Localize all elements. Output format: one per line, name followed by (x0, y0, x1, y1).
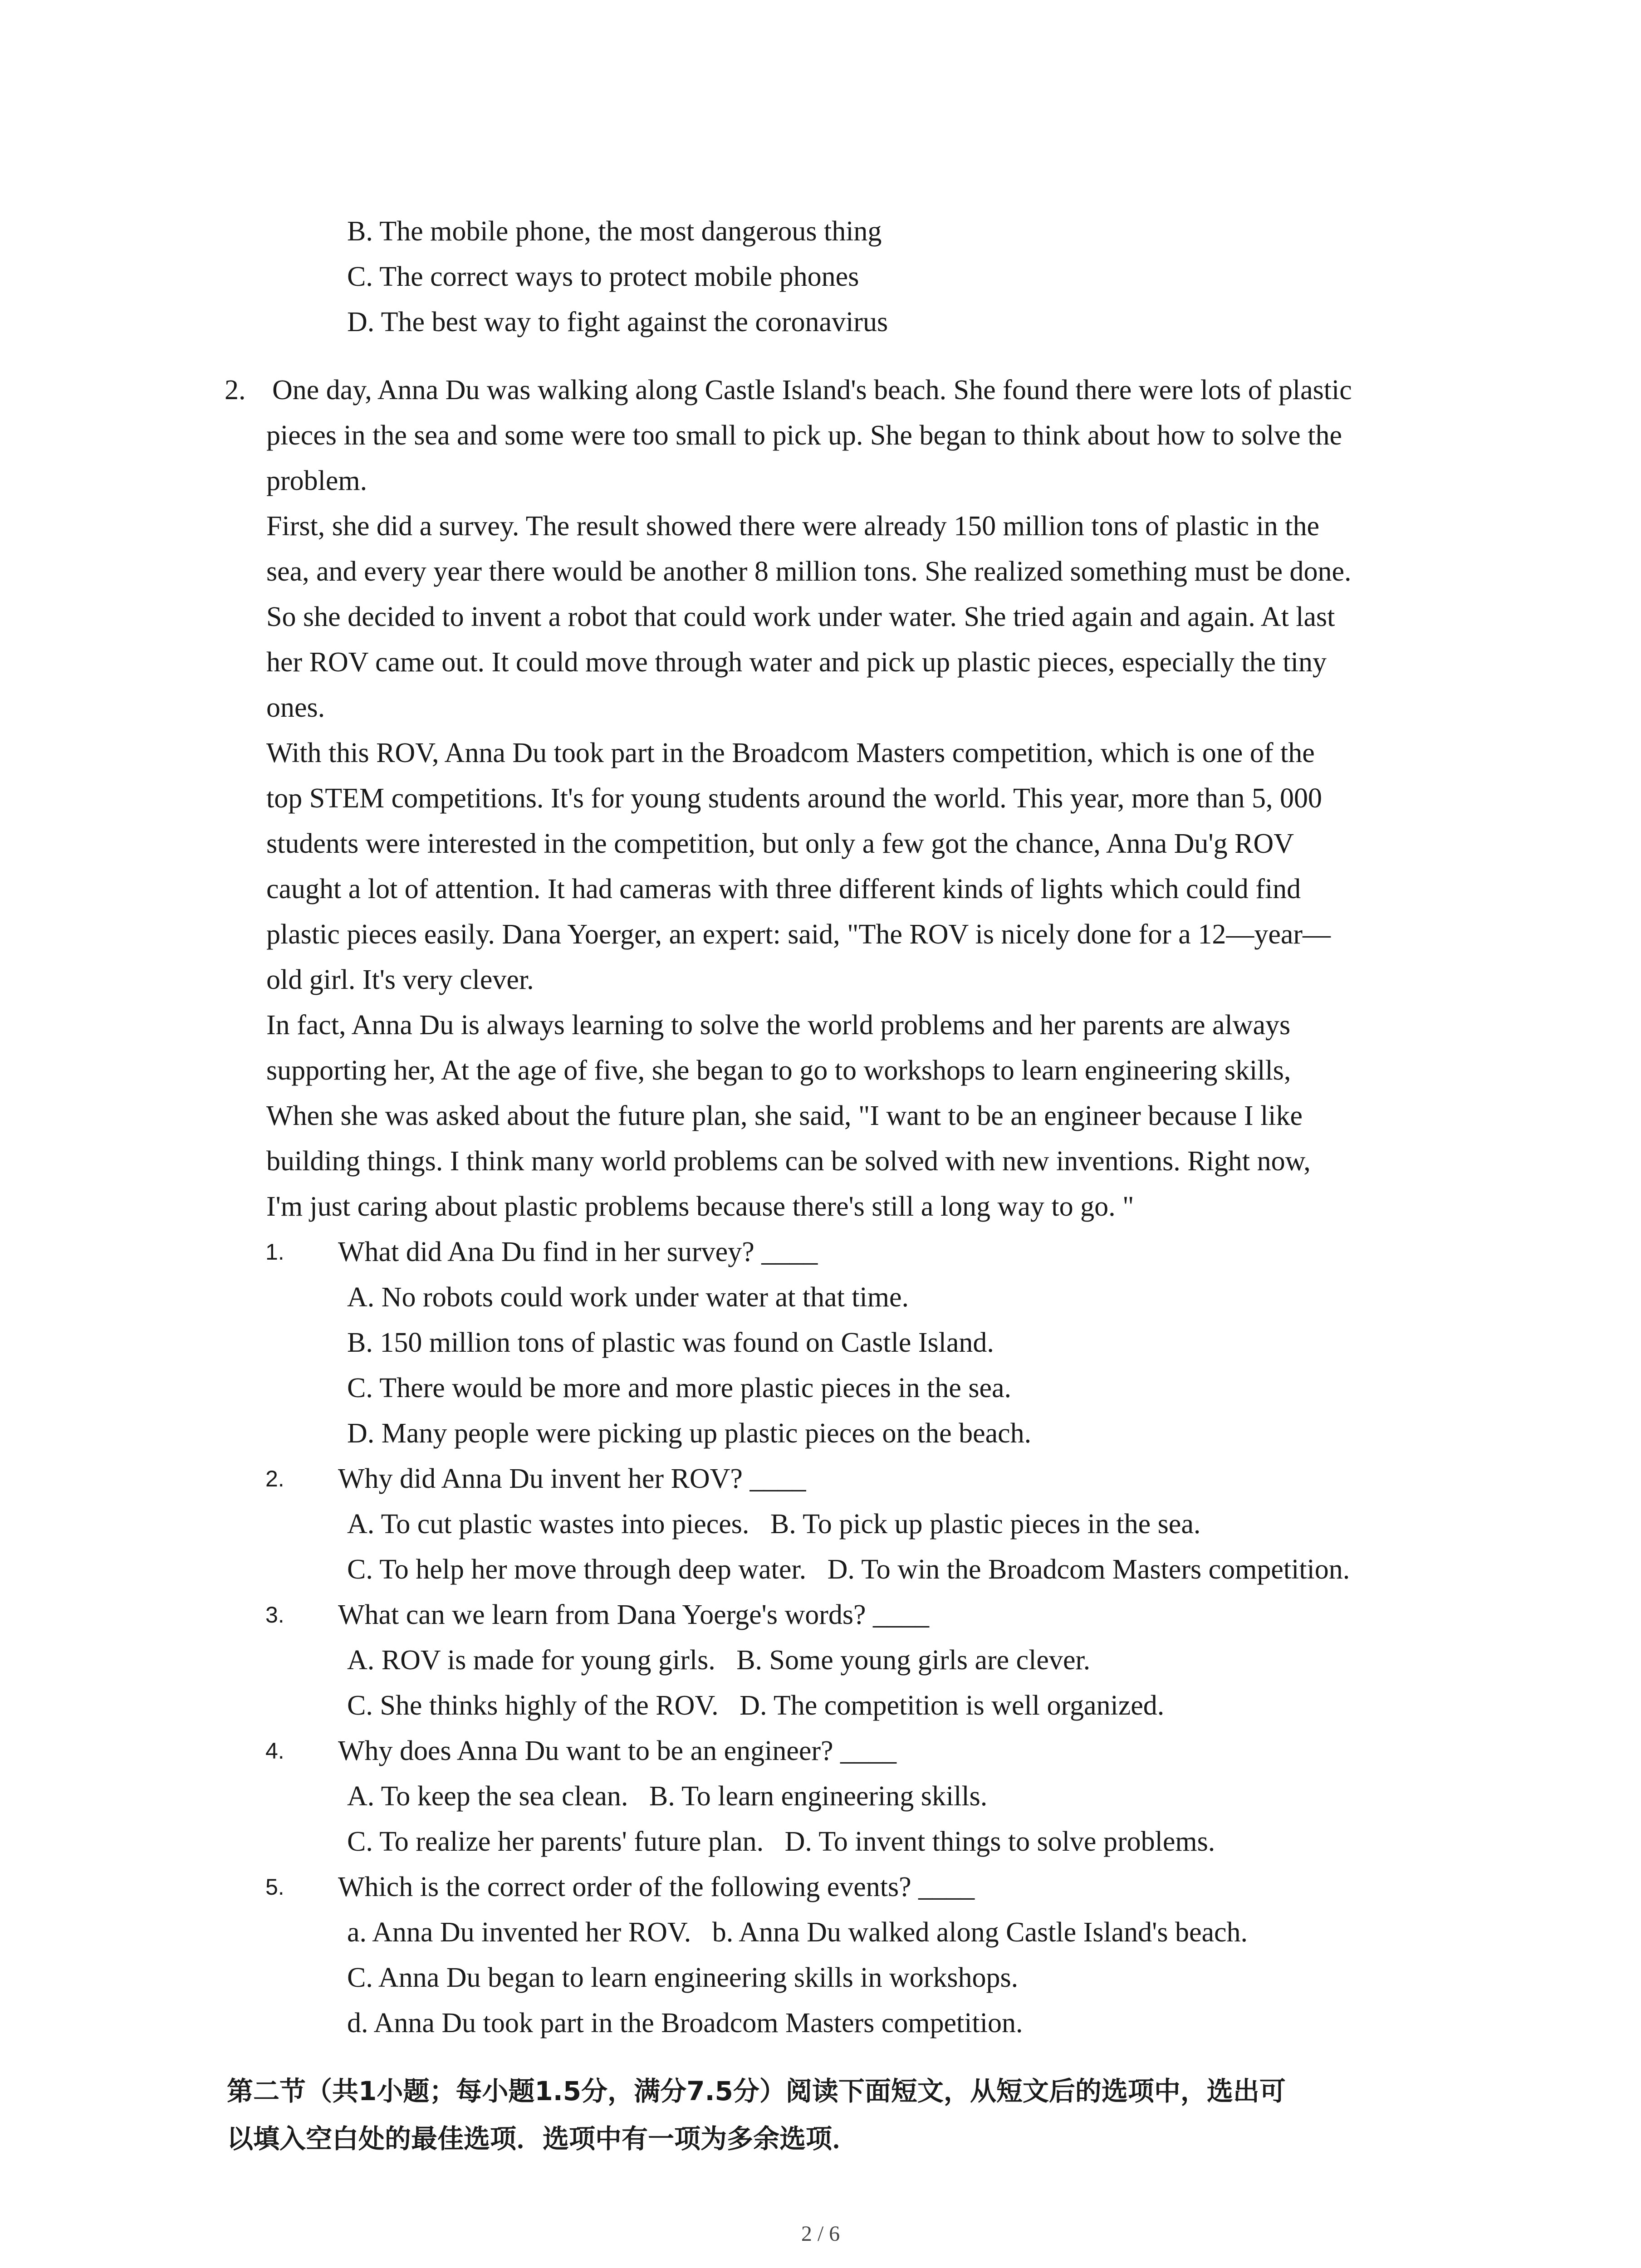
question-text: What can we learn from Dana Yoerge's words? ____ (338, 1599, 930, 1630)
question-option: C. She thinks highly of the ROV. D. The competition is well organized. (347, 1690, 1165, 1721)
question-option: C. Anna Du began to learn engineering skills in workshops. (347, 1962, 1019, 1993)
passage-line: In fact, Anna Du is always learning to solve the world problems and her parents are always (266, 1010, 1291, 1041)
question-number: 5. (265, 1874, 284, 1900)
passage-line: building things. I think many world problems can be solved with new inventions. Right now, (266, 1146, 1311, 1177)
question-option: A. ROV is made for young girls. B. Some young girls are clever. (347, 1645, 1091, 1676)
passage-line: So she decided to invent a robot that could work under water. She tried again and again. At last (266, 601, 1335, 632)
passage-line: caught a lot of attention. It had cameras with three different kinds of lights which could find (266, 874, 1301, 904)
prev-option-c: C. The correct ways to protect mobile phones (347, 261, 859, 292)
passage-line: With this ROV, Anna Du took part in the Broadcom Masters competition, which is one of the (266, 738, 1315, 768)
question-option: A. To keep the sea clean. B. To learn engineering skills. (347, 1781, 988, 1812)
page-number: 2 / 6 (801, 2222, 840, 2246)
passage-line: problem. (266, 465, 367, 496)
question-option: D. Many people were picking up plastic pieces on the beach. (347, 1418, 1032, 1449)
question-text: Why does Anna Du want to be an engineer? ____ (338, 1735, 897, 1766)
question-option: C. There would be more and more plastic pieces in the sea. (347, 1373, 1011, 1403)
prev-option-d: D. The best way to fight against the coronavirus (347, 307, 888, 337)
passage-line: ones. (266, 692, 325, 723)
passage-line: pieces in the sea and some were too small to pick up. She began to think about how to solve the (266, 420, 1342, 451)
question-option: A. To cut plastic wastes into pieces. B. To pick up plastic pieces in the sea. (347, 1509, 1201, 1540)
prev-option-b: B. The mobile phone, the most dangerous thing (347, 216, 882, 247)
passage-line: students were interested in the competition, but only a few got the chance, Anna Du'g ROV (266, 828, 1294, 859)
question-option: a. Anna Du invented her ROV. b. Anna Du walked along Castle Island's beach. (347, 1917, 1248, 1948)
question-text: What did Ana Du find in her survey? ____ (338, 1237, 818, 1267)
passage-line: One day, Anna Du was walking along Castle Island's beach. She found there were lots of plastic (272, 375, 1352, 406)
question-text: Why did Anna Du invent her ROV? ____ (338, 1463, 806, 1494)
question-option: B. 150 million tons of plastic was found on Castle Island. (347, 1327, 994, 1358)
question-option: C. To realize her parents' future plan. D. To invent things to solve problems. (347, 1826, 1215, 1857)
passage-line: When she was asked about the future plan, she said, "I want to be an engineer because I like (266, 1100, 1303, 1131)
passage-line: top STEM competitions. It's for young students around the world. This year, more than 5, 000 (266, 783, 1323, 814)
question-text: Which is the correct order of the following events? ____ (338, 1872, 975, 1902)
passage-line: her ROV came out. It could move through water and pick up plastic pieces, especially the tiny (266, 647, 1327, 678)
section-heading-line: 第二节（共1小题；每小题1.5分，满分7.5分）阅读下面短文，从短文后的选项中，选出可 (227, 2076, 1286, 2107)
question-number: 1. (265, 1239, 284, 1265)
passage-line: sea, and every year there would be another 8 million tons. She realized something must be done. (266, 556, 1352, 587)
passage-line: I'm just caring about plastic problems because there's still a long way to go. " (266, 1191, 1134, 1222)
question-number: 4. (265, 1738, 284, 1764)
question-number: 3. (265, 1602, 284, 1628)
question-option: A. No robots could work under water at that time. (347, 1282, 909, 1313)
section-heading-line: 以填入空白处的最佳选项．选项中有一项为多余选项． (227, 2123, 859, 2154)
passage-line: supporting her, At the age of five, she began to go to workshops to learn engineering skills, (266, 1055, 1291, 1086)
passage-line: plastic pieces easily. Dana Yoerger, an expert: said, "The ROV is nicely done for a 12—year— (266, 919, 1331, 950)
question-option: C. To help her move through deep water. D. To win the Broadcom Masters competition. (347, 1554, 1350, 1585)
passage-line: old girl. It's very clever. (266, 964, 534, 995)
question-number: 2. (265, 1466, 284, 1491)
passage-line: First, she did a survey. The result showed there were already 150 million tons of plastic in the (266, 511, 1320, 542)
question-option: d. Anna Du took part in the Broadcom Masters competition. (347, 2008, 1023, 2038)
passage-number: 2. (225, 375, 246, 406)
